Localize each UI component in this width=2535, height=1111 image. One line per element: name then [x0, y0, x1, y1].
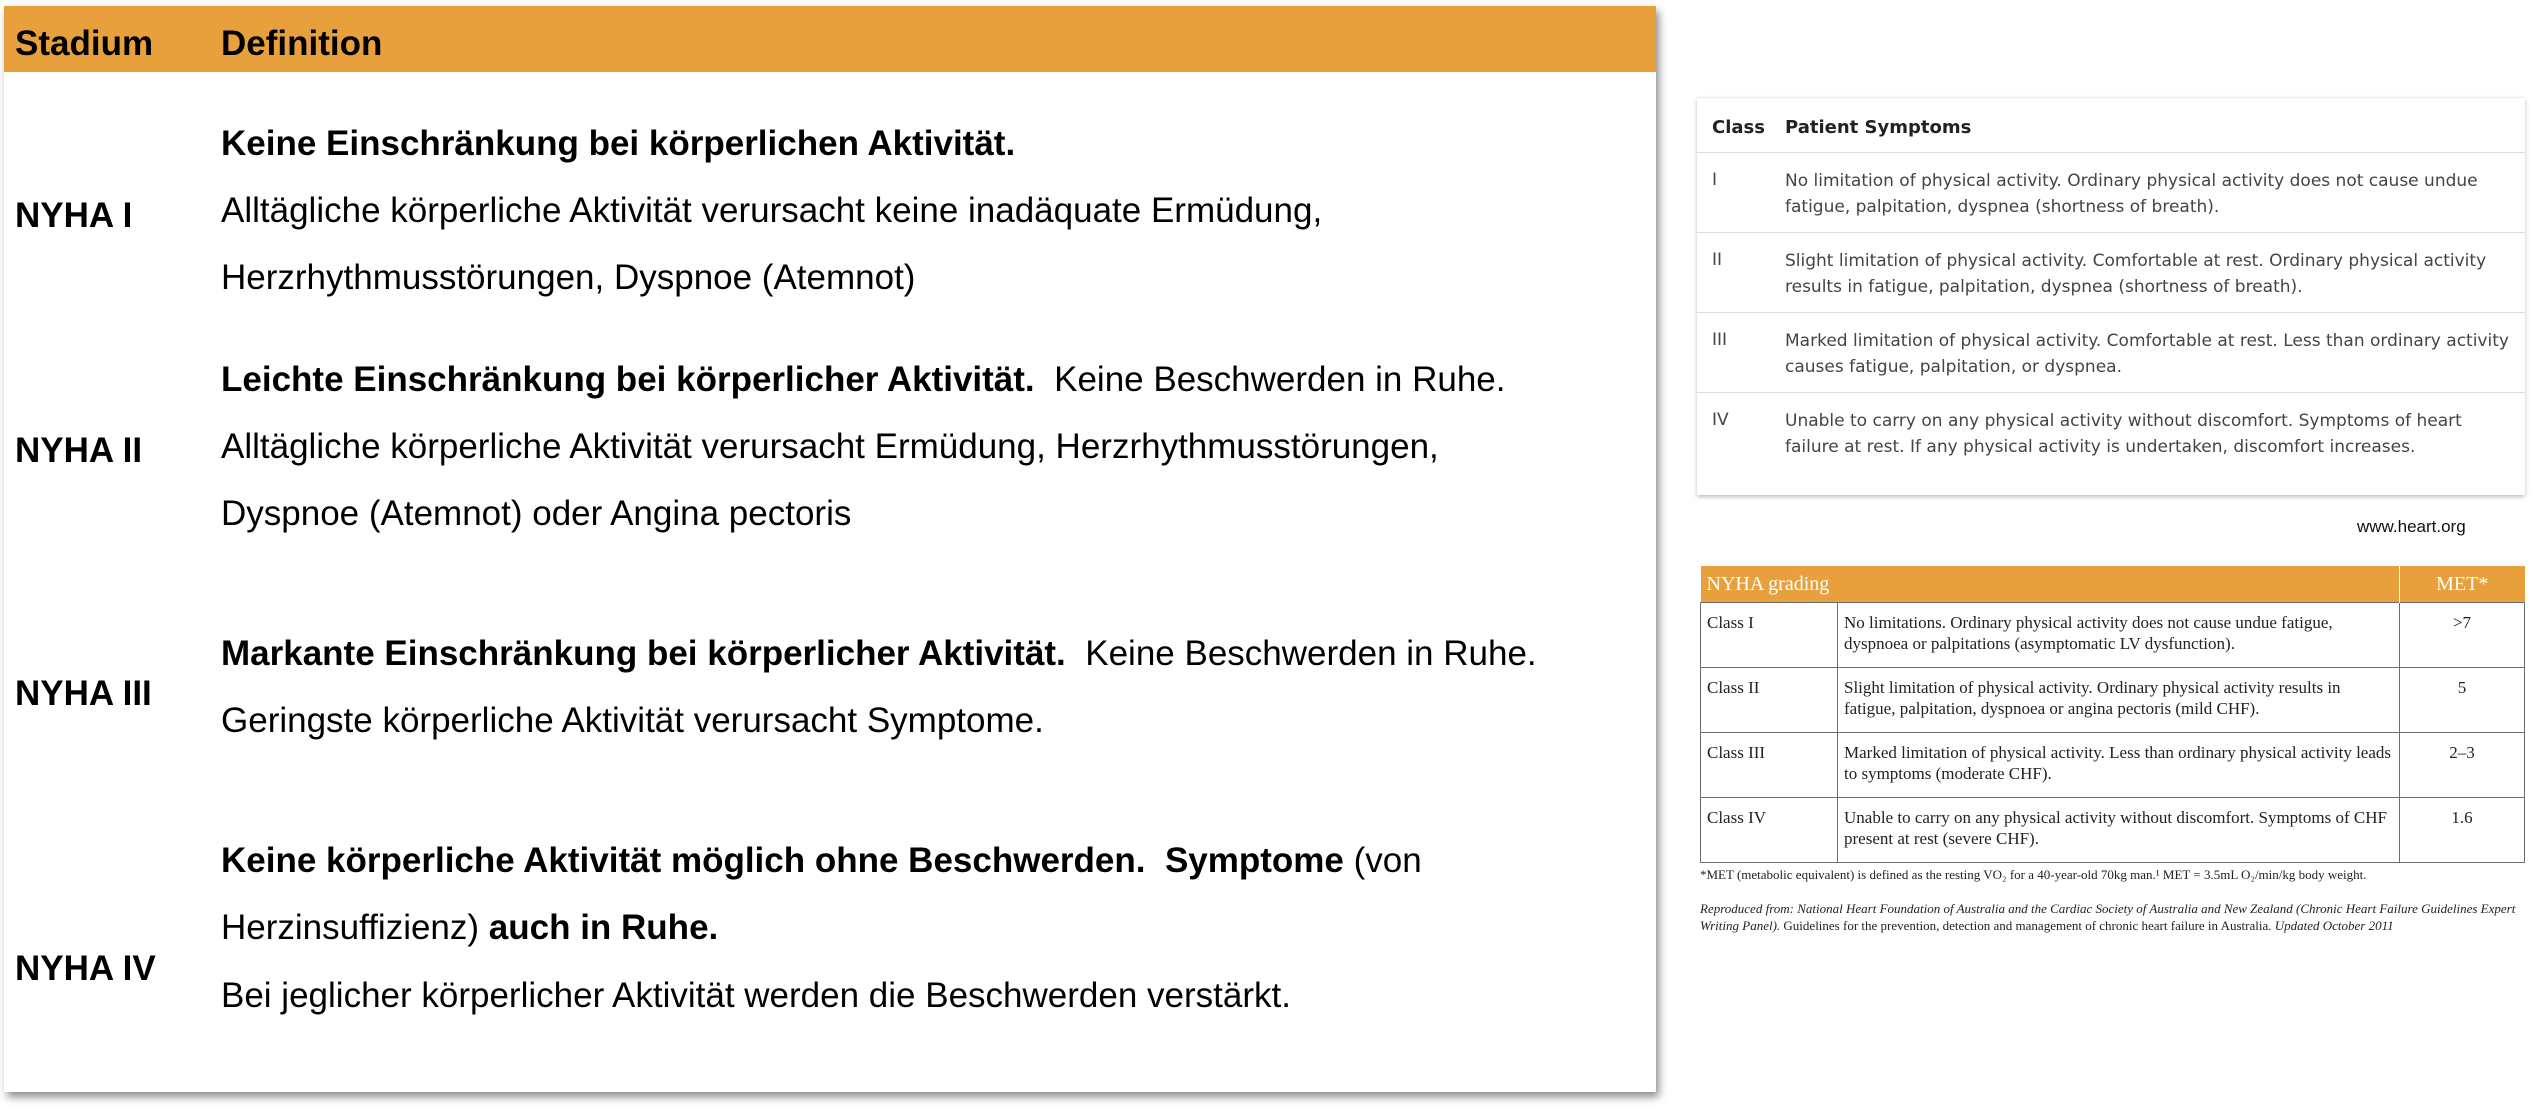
- german-nyha-table: [4, 6, 1656, 1092]
- definition-line: [221, 494, 851, 534]
- aha-table-row: [1697, 152, 2525, 233]
- reference-updated: Updated October 2011: [2271, 918, 2394, 933]
- patient-symptoms-text: No limitation of physical activity. Ordinary physical activity does not cause undue fatigue, palpitation, dyspnea (shortness of breath).: [1785, 171, 2478, 217]
- definition-line: [221, 841, 1422, 881]
- class-label: Class IV: [1701, 798, 1838, 863]
- nhf-nyha-table: [1700, 566, 2525, 863]
- nhf-table-row: [1701, 668, 2525, 733]
- stage-label: NYHA I: [15, 196, 133, 235]
- nhf-table-row: [1701, 798, 2525, 863]
- stage-label: NYHA IV: [15, 949, 156, 988]
- definition-text: Herzrhythmusstörungen, Dyspnoe (Atemnot): [221, 258, 916, 297]
- definition-text: Keine Beschwerden in Ruhe.: [1065, 634, 1537, 673]
- nhf-table-body: [1701, 603, 2525, 863]
- class-numeral: III: [1712, 330, 1728, 350]
- aha-table-row: [1697, 312, 2525, 393]
- definition-text: (von: [1343, 841, 1422, 880]
- definition-line: [221, 976, 1291, 1016]
- met-value: 2–3: [2400, 733, 2525, 798]
- definition-bold-text: auch in Ruhe.: [479, 908, 719, 947]
- header-definition: Definition: [221, 24, 383, 63]
- nhf-table-header: [1701, 566, 2525, 603]
- header-stadium: Stadium: [15, 24, 154, 63]
- definition-bold-text: Keine körperliche Aktivität möglich ohne Beschwerden. Symptome: [221, 841, 1344, 880]
- definition-text: Herzinsuffizienz): [221, 908, 480, 947]
- reference-italic: Reproduced from: National Heart Foundation of Australia and the Cardiac Society of Australia and New Zealand (Chronic Heart Failure Guidelines Expert Writing Panel).: [1700, 901, 2516, 933]
- aha-table-row: [1697, 392, 2525, 473]
- patient-symptoms-text: Unable to carry on any physical activity without discomfort. Symptoms of heart failure at rest. If any physical activity is undertaken, discomfort increases.: [1785, 411, 2462, 457]
- header-nyha-grading: NYHA grading: [1701, 566, 2400, 603]
- header-met: MET*: [2400, 566, 2525, 603]
- definition-line: [221, 258, 915, 298]
- grading-description: Marked limitation of physical activity. Less than ordinary physical activity leads to symptoms (moderate CHF).: [1838, 733, 2400, 798]
- stage-label: NYHA III: [15, 674, 152, 713]
- nhf-table-row: [1701, 733, 2525, 798]
- definition-line: [221, 634, 1537, 674]
- definition-text: Bei jeglicher körperlicher Aktivität werden die Beschwerden verstärkt.: [221, 976, 1291, 1015]
- definition-line: [221, 908, 718, 948]
- definition-line: [221, 427, 1439, 467]
- definition-bold-text: Leichte Einschränkung bei körperlicher Aktivität.: [221, 360, 1035, 399]
- class-label: Class III: [1701, 733, 1838, 798]
- header-class: Class: [1712, 117, 1765, 138]
- definition-line: [221, 191, 1322, 231]
- definition-text: Alltägliche körperliche Aktivität verursacht Ermüdung, Herzrhythmusstörungen,: [221, 427, 1439, 466]
- source-url: www.heart.org: [2357, 517, 2466, 536]
- class-label: Class I: [1701, 603, 1838, 668]
- german-table-header: [4, 6, 1656, 72]
- reference-note: [1700, 900, 2530, 934]
- aha-table-row: [1697, 232, 2525, 313]
- class-label: Class II: [1701, 668, 1838, 733]
- class-numeral: II: [1712, 250, 1723, 270]
- definition-line: [221, 701, 1044, 741]
- grading-description: Unable to carry on any physical activity without discomfort. Symptoms of CHF present at rest (severe CHF).: [1838, 798, 2400, 863]
- definition-text: Keine Beschwerden in Ruhe.: [1034, 360, 1506, 399]
- definition-text: Alltägliche körperliche Aktivität verursacht keine inadäquate Ermüdung,: [221, 191, 1323, 230]
- met-value: 1.6: [2400, 798, 2525, 863]
- met-value: >7: [2400, 603, 2525, 668]
- met-value: 5: [2400, 668, 2525, 733]
- patient-symptoms-text: Slight limitation of physical activity. Comfortable at rest. Ordinary physical activity results in fatigue, palpitation, dyspnea (shortness of breath).: [1785, 251, 2487, 297]
- definition-line: [221, 124, 1015, 164]
- nhf-table-row: [1701, 603, 2525, 668]
- definition-bold-text: Keine Einschränkung bei körperlichen Aktivität.: [221, 124, 1016, 163]
- class-numeral: I: [1712, 170, 1718, 190]
- definition-bold-text: Markante Einschränkung bei körperlicher Aktivität.: [221, 634, 1066, 673]
- definition-text: Dyspnoe (Atemnot) oder Angina pectoris: [221, 494, 852, 533]
- met-footnote: *MET (metabolic equivalent) is defined as the resting VO₂ for a 40-year-old 70kg man.¹ MET = 3.5mL O₂/min/kg body weight.: [1700, 867, 2367, 882]
- class-numeral: IV: [1712, 410, 1729, 430]
- grading-description: Slight limitation of physical activity. Ordinary physical activity results in fatigue, palpitation, dyspnoea or angina pectoris (mild CHF).: [1838, 668, 2400, 733]
- header-patient-symptoms: Patient Symptoms: [1785, 117, 1972, 138]
- grading-description: No limitations. Ordinary physical activity does not cause undue fatigue, dyspnoea or palpitations (asymptomatic LV dysfunction).: [1838, 603, 2400, 668]
- reference-normal: Guidelines for the prevention, detection and management of chronic heart failure in Australia.: [1780, 918, 2272, 933]
- aha-nyha-table: [1697, 97, 2525, 495]
- stage-label: NYHA II: [15, 431, 143, 470]
- definition-text: Geringste körperliche Aktivität verursacht Symptome.: [221, 701, 1044, 740]
- patient-symptoms-text: Marked limitation of physical activity. Comfortable at rest. Less than ordinary activity causes fatigue, palpitation, or dyspnea.: [1785, 331, 2509, 377]
- definition-line: [221, 360, 1506, 400]
